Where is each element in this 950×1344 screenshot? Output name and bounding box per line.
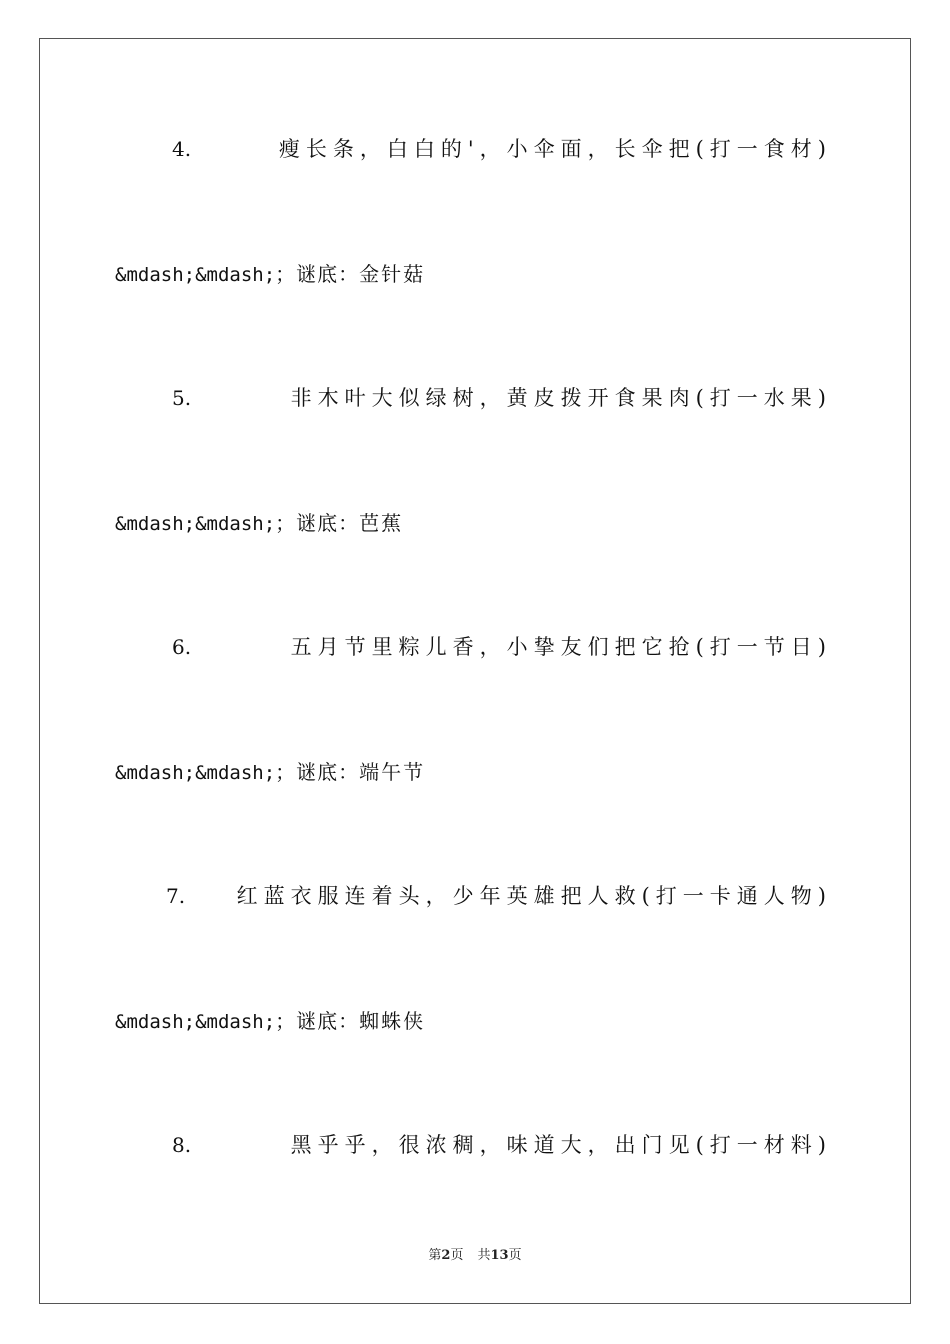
riddle-question: 红蓝衣服连着头，少年英雄把人救(打一卡通人物) <box>236 884 832 908</box>
riddle-5 <box>0 378 950 418</box>
riddle-number: 5. <box>172 386 192 410</box>
answer-prefix: &mdash;&mdash; <box>115 762 276 784</box>
answer-label: ；谜底： <box>275 760 360 784</box>
riddle-question: 五月节里粽儿香，小挚友们把它抢(打一节日) <box>290 635 832 659</box>
page-current: 2 <box>441 1248 451 1263</box>
page-prefix: 第 <box>428 1248 442 1263</box>
answer-prefix: &mdash;&mdash; <box>115 264 276 286</box>
riddle-8 <box>0 1125 950 1165</box>
riddle-question: 瘦长条，白白的'，小伞面，长伞把(打一食材) <box>278 137 832 161</box>
page-footer <box>0 1244 950 1268</box>
riddle-number: 4. <box>172 137 192 161</box>
answer-label: ；谜底： <box>275 1009 360 1033</box>
riddle-7-answer <box>115 1001 815 1041</box>
riddle-6 <box>0 627 950 667</box>
riddle-question: 黑乎乎，很浓稠，味道大，出门见(打一材料) <box>290 1133 832 1157</box>
page-total: 13 <box>490 1248 509 1263</box>
answer-value: 蜘蛛侠 <box>359 1009 426 1033</box>
answer-value: 芭蕉 <box>359 511 404 535</box>
riddle-4-answer <box>115 254 815 294</box>
riddle-6-answer <box>115 752 815 792</box>
total-suffix: 页 <box>508 1248 522 1263</box>
answer-label: ；谜底： <box>275 262 360 286</box>
answer-value: 金针菇 <box>359 262 426 286</box>
answer-label: ；谜底： <box>275 511 360 535</box>
answer-prefix: &mdash;&mdash; <box>115 1011 276 1033</box>
page-suffix: 页 <box>450 1248 464 1263</box>
answer-prefix: &mdash;&mdash; <box>115 513 276 535</box>
riddle-4 <box>0 129 950 169</box>
riddle-number: 8. <box>172 1133 192 1157</box>
total-prefix: 共 <box>477 1248 491 1263</box>
riddle-number: 7. <box>166 884 186 908</box>
page-frame <box>39 38 911 1304</box>
riddle-7 <box>0 876 950 916</box>
riddle-question: 非木叶大似绿树，黄皮拨开食果肉(打一水果) <box>290 386 832 410</box>
riddle-number: 6. <box>172 635 192 659</box>
riddle-5-answer <box>115 503 815 543</box>
answer-value: 端午节 <box>359 760 426 784</box>
